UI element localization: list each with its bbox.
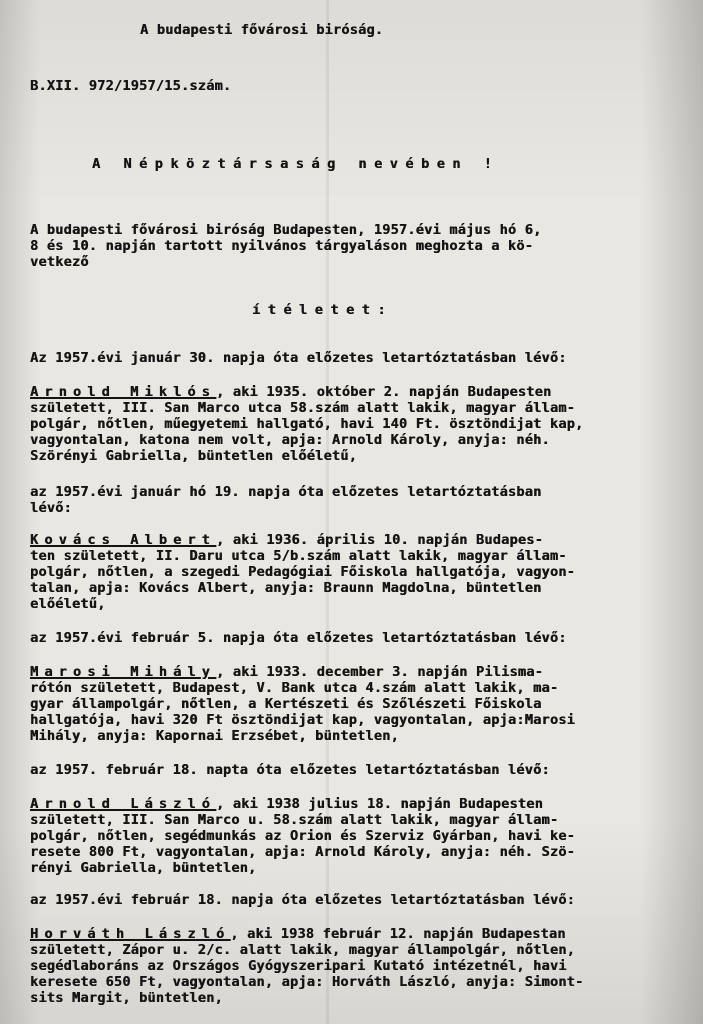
defendant-5-line-4: keresete 650 Ft, vagyontalan, apja: Horváth László, anyja: Simont- <box>30 974 584 990</box>
defendant-3-line-1: Marosi Mihály, aki 1933. december 3. napján Pilisma- <box>30 664 543 680</box>
defendant-4-line-5: rényi Gabriella, büntetlen, <box>30 860 257 876</box>
defendant-3-line-2: rótón született, Budapest, V. Bank utca 4.szám alatt lakik, ma- <box>30 680 559 696</box>
defendant-2-line-4: talan, apja: Kovács Albert, anyja: Braunn Magdolna, büntetlen <box>30 580 542 596</box>
defendant-4-line-4: resete 800 Ft, vagyontalan, apja: Arnold Károly, anyja: néh. Szö- <box>30 844 575 860</box>
defendant-2-line-2: ten született, II. Daru utca 5/b.szám alatt lakik, magyar állam- <box>30 548 567 564</box>
defendant-1-line-3: polgár, nőtlen, műegyetemi hallgató, havi 140 Ft. ösztöndijat kap, <box>30 416 584 432</box>
defendant-5-detention: az 1957.évi február 18. napja óta előzetes letartóztatásban lévő: <box>30 892 575 908</box>
defendant-3-detention: az 1957.évi február 5. napja óta előzetes letartóztatásban lévő: <box>30 630 567 646</box>
defendant-4-detention: az 1957. február 18. napta óta előzetes letartóztatásban lévő: <box>30 762 550 778</box>
defendant-2-line-3: polgár, nőtlen, a szegedi Pedagógiai Főiskola hallgatója, vagyon- <box>30 564 575 580</box>
defendant-4-line-1: Arnold László, aki 1938 julius 18. napján Budapesten <box>30 796 543 812</box>
paper-fold <box>326 0 329 1024</box>
verdict-word: ítéletet: <box>252 302 393 318</box>
defendant-2-detention-cont: lévő: <box>30 500 72 516</box>
defendant-5-line-5: sits Margit, büntetlen, <box>30 990 223 1006</box>
defendant-4-name: Arnold László <box>30 796 216 812</box>
case-number: B.XII. 972/1957/15.szám. <box>30 78 232 94</box>
intro-line-3: vetkező <box>30 254 89 270</box>
defendant-1-line-1: Arnold Miklós, aki 1935. október 2. napján Budapesten <box>30 384 552 400</box>
defendant-4-line-3: polgár, nőtlen, segédmunkás az Orion és Szerviz Gyárban, havi ke- <box>30 828 575 844</box>
intro-line-2: 8 és 10. napján tartott nyilvános tárgyaláson meghozta a kö- <box>30 238 534 254</box>
defendant-2-line-5: előéletű, <box>30 596 106 612</box>
defendant-1-line-4: vagyontalan, katona nem volt, apja: Arnold Károly, anyja: néh. <box>30 432 550 448</box>
defendant-5-line-3: segédlaboráns az Országos Gyógyszeripari Kutató intézetnél, havi <box>30 958 567 974</box>
defendant-3-line-3: gyar állampolgár, nőtlen, a Kertészeti és Szőlészeti Főiskola <box>30 696 542 712</box>
defendant-3-line-4: hallgatója, havi 320 Ft ösztöndijat kap, vagyontalan, apja:Marosi <box>30 712 575 728</box>
defendant-1-line-5: Szörényi Gabriella, büntetlen előéletű, <box>30 448 357 464</box>
defendant-1-line-2: született, III. San Marco utca 58.szám alatt lakik, magyar állam- <box>30 400 575 416</box>
heading-in-the-name-of-the-republic: A Népköztársaság nevében ! <box>92 156 500 172</box>
defendant-4-line-2: született, III. San Marco u. 58.szám alatt lakik, magyar állam- <box>30 812 559 828</box>
defendant-3-line-5: Mihály, anyja: Kapornai Erzsébet, büntetlen, <box>30 728 399 744</box>
defendant-2-name: Kovács Albert <box>30 532 216 548</box>
defendant-1-detention: Az 1957.évi január 30. napja óta előzetes letartóztatásban lévő: <box>30 350 567 366</box>
defendant-5-line-1: Horváth László, aki 1938 február 12. napján Budapestan <box>30 926 566 942</box>
defendant-2-line-1: Kovács Albert, aki 1936. április 10. napján Budapes- <box>30 532 543 548</box>
defendant-5-line-2: született, Zápor u. 2/c. alatt lakik, magyar állampolgár, nőtlen, <box>30 942 575 958</box>
defendant-1-name: Arnold Miklós <box>30 384 216 400</box>
court-header: A budapesti fővárosi biróság. <box>140 22 384 38</box>
defendant-2-detention: az 1957.évi január hó 19. napja óta előzetes letartóztatásban <box>30 484 542 500</box>
defendant-5-name: Horváth László <box>30 926 231 942</box>
intro-line-1: A budapesti fővárosi biróság Budapesten, 1957.évi május hó 6, <box>30 222 542 238</box>
defendant-3-name: Marosi Mihály <box>30 664 216 680</box>
